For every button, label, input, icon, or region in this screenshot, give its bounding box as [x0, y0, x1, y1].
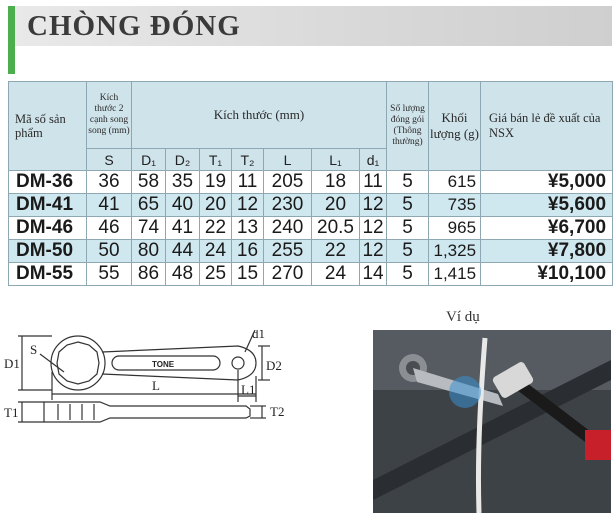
watermark-globe: [449, 376, 481, 408]
cell-price: ¥5,000: [481, 171, 613, 194]
cell-l1: 18: [312, 171, 360, 194]
cell-d2: 41: [166, 217, 200, 240]
cell-d2: 44: [166, 240, 200, 263]
wrench-ring-opening: [57, 342, 99, 384]
subheader-t2: T₂: [232, 149, 264, 171]
spec-table: [8, 81, 613, 286]
cell-d1: 65: [132, 194, 166, 217]
label-L1: L1: [241, 382, 256, 397]
header-s-desc: Kích thước 2 cạnh song song (mm): [87, 82, 132, 149]
cell-dd1: 12: [360, 217, 387, 240]
wrench-ring-outline: [51, 336, 105, 390]
cell-t1: 19: [200, 171, 232, 194]
cell-t1: 20: [200, 194, 232, 217]
cell-t2: 13: [232, 217, 264, 240]
header-weight: Khối lượng (g): [429, 82, 481, 171]
table-row: [9, 194, 613, 217]
cell-dd1: 11: [360, 171, 387, 194]
cell-d1: 80: [132, 240, 166, 263]
cell-d1: 58: [132, 171, 166, 194]
page-title: CHÒNG ĐÓNG: [27, 10, 241, 42]
cell-t2: 16: [232, 240, 264, 263]
label-T1: T1: [4, 405, 19, 420]
label-S: S: [30, 342, 38, 357]
cell-s: 55: [87, 263, 132, 286]
table-row: [9, 171, 613, 194]
table-row: [9, 240, 613, 263]
cell-s: 41: [87, 194, 132, 217]
subheader-d2: D₂: [166, 149, 200, 171]
cell-t2: 12: [232, 194, 264, 217]
cell-qty: 5: [387, 263, 429, 286]
table-row: [9, 217, 613, 240]
cell-l1: 20.5: [312, 217, 360, 240]
photo-glove: [585, 430, 611, 460]
cell-d1: 74: [132, 217, 166, 240]
cell-qty: 5: [387, 171, 429, 194]
cell-d2: 35: [166, 171, 200, 194]
cell-l1: 20: [312, 194, 360, 217]
cell-l: 205: [264, 171, 312, 194]
cell-dd1: 14: [360, 263, 387, 286]
wrench-side-view: [44, 402, 250, 422]
cell-l: 240: [264, 217, 312, 240]
cell-s: 46: [87, 217, 132, 240]
cell-code: DM-41: [9, 194, 87, 217]
cell-qty: 5: [387, 217, 429, 240]
cell-price: ¥5,600: [481, 194, 613, 217]
cell-t2: 15: [232, 263, 264, 286]
subheader-dd1: d₁: [360, 149, 387, 171]
title-bar: [8, 6, 612, 46]
label-T2: T2: [270, 404, 285, 419]
cell-d2: 40: [166, 194, 200, 217]
header-price: Giá bán lẻ đề xuất của NSX: [481, 82, 613, 171]
cell-t2: 11: [232, 171, 264, 194]
cell-l1: 22: [312, 240, 360, 263]
header-qty: Số lượng đóng gói (Thông thường): [387, 82, 429, 171]
cell-code: DM-50: [9, 240, 87, 263]
accent-bar: [8, 46, 15, 74]
cell-code: DM-46: [9, 217, 87, 240]
subheader-l1: L₁: [312, 149, 360, 171]
cell-price: ¥10,100: [481, 263, 613, 286]
cell-s: 50: [87, 240, 132, 263]
subheader-d1: D₁: [132, 149, 166, 171]
cell-dd1: 12: [360, 194, 387, 217]
example-label: Ví dụ: [446, 309, 480, 325]
subheader-s: S: [87, 149, 132, 171]
cell-price: ¥6,700: [481, 217, 613, 240]
label-L: L: [152, 378, 160, 393]
label-D2: D2: [266, 358, 282, 373]
cell-d1: 86: [132, 263, 166, 286]
header-dims: Kích thước (mm): [132, 82, 387, 149]
cell-weight: 615: [429, 171, 481, 194]
cell-weight: 1,325: [429, 240, 481, 263]
cell-code: DM-55: [9, 263, 87, 286]
cell-code: DM-36: [9, 171, 87, 194]
brand-label: TONE: [152, 360, 175, 369]
subheader-t1: T₁: [200, 149, 232, 171]
table-row: [9, 263, 613, 286]
cell-t1: 22: [200, 217, 232, 240]
wrench-shank: [102, 346, 256, 380]
cell-qty: 5: [387, 194, 429, 217]
cell-l: 230: [264, 194, 312, 217]
cell-l: 270: [264, 263, 312, 286]
cell-weight: 965: [429, 217, 481, 240]
cell-l1: 24: [312, 263, 360, 286]
cell-d2: 48: [166, 263, 200, 286]
cell-l: 255: [264, 240, 312, 263]
wrench-diagram: [0, 330, 372, 521]
label-d1: d1: [252, 330, 265, 341]
cell-t1: 25: [200, 263, 232, 286]
cell-dd1: 12: [360, 240, 387, 263]
cell-weight: 1,415: [429, 263, 481, 286]
cell-s: 36: [87, 171, 132, 194]
label-D1: D1: [4, 356, 20, 371]
cell-qty: 5: [387, 240, 429, 263]
subheader-l: L: [264, 149, 312, 171]
header-code: Mã số sản phẩm: [9, 82, 87, 171]
cell-t1: 24: [200, 240, 232, 263]
cell-weight: 735: [429, 194, 481, 217]
example-photo: [373, 330, 611, 513]
cell-price: ¥7,800: [481, 240, 613, 263]
wrench-end-hole: [232, 357, 244, 369]
